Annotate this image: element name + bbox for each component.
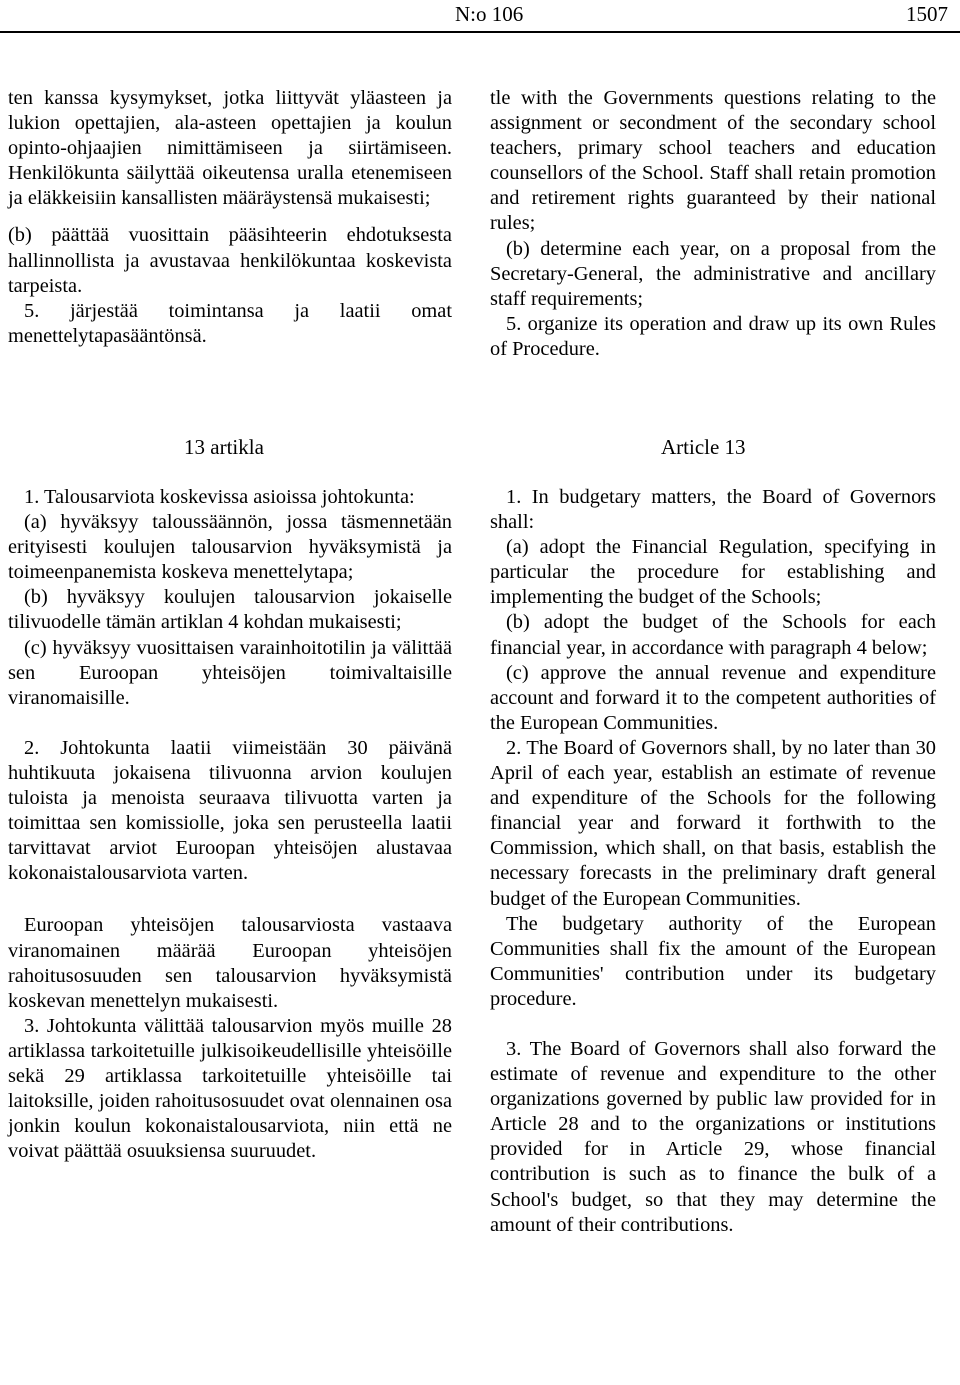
en-top-para-3: 5. organize its operation and draw up its own Rules of Procedure. [490, 312, 936, 360]
fi-para-b: (b) hyväksyy koulujen talousarvion jokaiselle tilivuodelle tämän artiklan 4 kohdan mukaisesti; [8, 586, 452, 634]
en-para-a: (a) adopt the Financial Regulation, specifying in particular the procedure for establishing and implementing the budget of the Schools; [490, 536, 936, 609]
english-top-column [490, 86, 936, 362]
issue-number: N:o 106 [455, 2, 524, 26]
fi-para-3: 3. Johtokunta välittää talousarvion myös muille 28 artiklassa tarkoitetuille julkisoikeudellisille yhteisöille sekä 29 artiklassa tarkoitetuille yhteisöille tai laitoksille, joiden rahoitusosuudet ovat olennainen osa jonkin koulun kokonaistalousarviota, niin että ne voivat päättää osuuksiensa suuruudet. [8, 1014, 452, 1163]
fi-article-heading: 13 artikla [184, 435, 264, 459]
finnish-article-column [8, 485, 452, 1164]
en-para-2b: The budgetary authority of the European Communities shall fix the amount of the European Communities' contribution under its budgetary procedure. [490, 912, 936, 1010]
en-article-heading: Article 13 [661, 435, 746, 459]
en-top-para-2: (b) determine each year, on a proposal from the Secretary-General, the administrative and ancillary staff requirements; [490, 237, 936, 310]
fi-top-para-2: (b) päättää vuosittain pääsihteerin ehdotuksesta hallinnollista ja avustavaa henkilökuntaa koskevista tarpeista. [8, 224, 452, 297]
page-header [0, 0, 960, 28]
fi-para-2: 2. Johtokunta laatii viimeistään 30 päivänä huhtikuuta jokaisena tilivuonna arvion koulujen tuloista ja menoista seuraava tilivuotta varten ja toimittaa sen komissiolle, joka sen perusteella laatii tarvittavat arviot Euroopan yhteisöjen alustavaa kokonaistalousarviota varten. [8, 736, 452, 885]
header-rule [0, 31, 960, 33]
en-top-para-1: tle with the Governments questions relating to the assignment or secondment of the secondary school teachers, primary school teachers and education counsellors of the School. Staff shall retain promotion and retirement rights guaranteed by their national rules; [490, 87, 936, 235]
finnish-top-column [8, 86, 452, 349]
en-para-2: 2. The Board of Governors shall, by no later than 30 April of each year, establish an estimate of revenue and expenditure of the Schools for the following financial year and forward it forthwith to the Commission, which shall, on that basis, establish the necessary forecasts in the preliminary draft general budget of the European Communities. [490, 736, 936, 910]
en-para-3: 3. The Board of Governors shall also forward the estimate of revenue and expenditure to the other organizations governed by public law provided for in Article 28 and to the organizations or institutions provided for in Article 29, whose financial contribution is such as to finance the bulk of a School's budget, so that they may determine the amount of their contributions. [490, 1037, 936, 1236]
en-para-c: (c) approve the annual revenue and expenditure account and forward it to the competent authorities of the European Communities. [490, 661, 936, 734]
page-number: 1507 [906, 2, 948, 26]
en-para-1: 1. In budgetary matters, the Board of Governors shall: [490, 486, 936, 534]
english-article-column [490, 485, 936, 1238]
fi-para-c: (c) hyväksyy vuosittaisen varainhoitotilin ja välittää sen Euroopan yhteisöjen toimivaltaisille viranomaisille. [8, 636, 452, 709]
fi-top-para-3: 5. järjestää toimintansa ja laatii omat menettelytapasääntönsä. [8, 299, 452, 347]
fi-para-a: (a) hyväksyy taloussäännön, jossa täsmennetään erityisesti koulujen talousarvion hyväksymistä ja toimeenpanemista koskeva menettelytapa; [8, 511, 452, 584]
fi-para-2b: Euroopan yhteisöjen talousarviosta vastaava viranomainen määrää Euroopan yhteisöjen rahoitusosuuden sen talousarvion hyväksymistä koskevan menettelyn mukaisesti. [8, 914, 452, 1012]
en-para-b: (b) adopt the budget of the Schools for each financial year, in accordance with paragraph 4 below; [490, 611, 936, 659]
fi-top-para-1: ten kanssa kysymykset, jotka liittyvät yläasteen ja lukion opettajien, ala-asteen opettajien ja koulun opinto-ohjaajien nimittämiseen ja siirtämiseen. Henkilökunta säilyttää oikeutensa uralla etenemiseen ja eläkkeisiin kansallisten määräystensä mukaisesti; [8, 87, 452, 210]
fi-para-1: 1. Talousarviota koskevissa asioissa johtokunta: [24, 486, 415, 508]
